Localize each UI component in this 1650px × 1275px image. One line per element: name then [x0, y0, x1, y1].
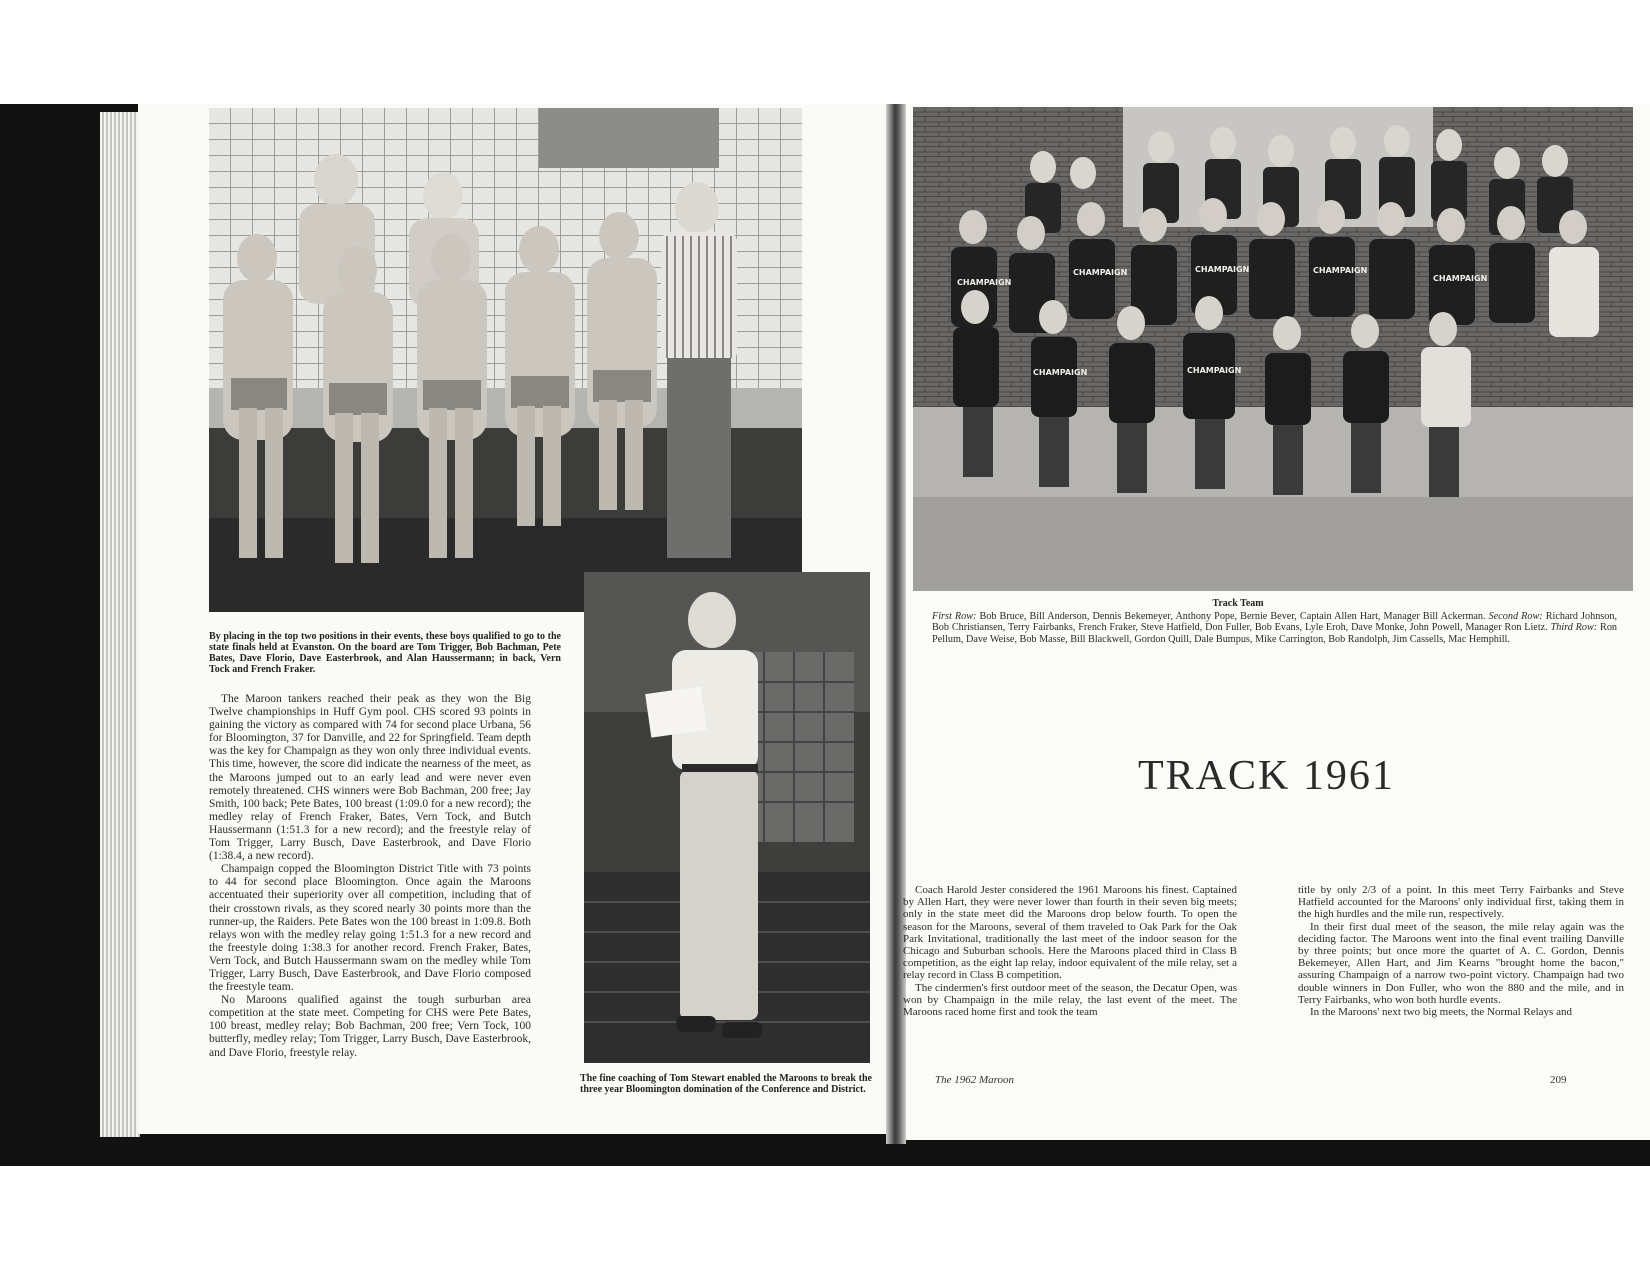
- swim-story-paragraph: No Maroons qualified against the tough surburban area competition at the state meet. Competing for CHS were Pete Bates, 100 breast, medley relay; Bob Bachman, 200 free; Vern Tock, 100 butterfly, medley relay; Tom Trigger, Larry Busch, Dave Easterbrook, and Dave Florio, freestyle relay.: [209, 994, 531, 1059]
- svg-text:CHAMPAIGN: CHAMPAIGN: [1073, 268, 1128, 277]
- page-headline: TRACK 1961: [1138, 753, 1395, 799]
- coach-photo: [584, 572, 870, 1063]
- svg-text:CHAMPAIGN: CHAMPAIGN: [1187, 366, 1242, 375]
- roster-second-row: Richard Johnson, Bob Christiansen, Terry Fairbanks, French Fraker, Steve Hatfield, Don Fuller, Bob Evans, Lyle Eroh, Dave Monke, John Powell, Manager Ron Lietz.: [932, 611, 1617, 634]
- track-story-column-1: [903, 884, 1237, 1018]
- roster-second-label: Second Row:: [1488, 611, 1543, 622]
- svg-text:CHAMPAIGN: CHAMPAIGN: [957, 278, 1012, 287]
- roster-first-row: Bob Bruce, Bill Anderson, Dennis Bekemeyer, Anthony Pope, Bernie Bever, Captain Allen Hart, Manager Bill Ackerman.: [979, 611, 1486, 622]
- track-roster: [932, 611, 1617, 645]
- track-story-paragraph: Coach Harold Jester considered the 1961 Maroons his finest. Captained by Allen Hart, they were never lower than fourth in their seven big meets; only in the state meet did the Maroons drop below fourth. To open the season for the Maroons, several of them traveled to Oak Park for the Oak Park Invitational, traditionally the last meet of the indoor season for the Chicago and Suburban schools. Here the Maroons placed third in Class B competition, as the eight lap relay, indoor equivalent of the mile relay, set a relay record in Class B competition.: [903, 884, 1237, 982]
- swim-story-paragraph: Champaign copped the Bloomington District Title with 73 points to 44 for second place Bloomington. Once again the Maroons accentuated their superiority over all competition, including that of their crosstown rivals, as they scored nearly 30 points more than the runner-up, the Raiders. Pete Bates won the 100 breast in 1:09.8. Both relays won with the medley relay going 1:51.3 for a new record and the freestyle doing 1:38.3 for another record. French Fraker, Bates, Vern Tock, and Butch Haussermann swam on the medley while Tom Trigger, Larry Busch, Dave Easterbrook, and Dave Florio composed the freestyle team.: [209, 863, 531, 994]
- swim-story-paragraph: The Maroon tankers reached their peak as they won the Big Twelve championships in Huff Gym pool. CHS scored 93 points in gaining the victory as compared with 74 for second place Urbana, 56 for Bloomington, 37 for Danville, and 22 for Springfield. Team depth was the key for Champaign as they won only three individual events. This time, however, the score did indicate the nearness of the meet, as the Maroons jumped out to an early lead and were never even remotely threatened. CHS winners were Bob Bachman, 200 free; Jay Smith, 100 back; Pete Bates, 100 breast (1:09.0 for a new record); the medley relay of French Fraker, Bates, Vern Tock, and Butch Haussermann (1:51.3 for a new record); and the freestyle relay of Tom Trigger, Larry Busch, Dave Easterbrook, and Dave Florio (1:38.4, a new record).: [209, 693, 531, 863]
- page-number: 209: [1550, 1074, 1567, 1086]
- svg-text:CHAMPAIGN: CHAMPAIGN: [1313, 266, 1368, 275]
- page-edges: [100, 112, 140, 1137]
- swim-story: [209, 693, 531, 1060]
- track-story-column-2: [1298, 884, 1624, 1018]
- swim-team-photo: [209, 108, 802, 612]
- track-team-photo: [913, 107, 1633, 591]
- coach-photo-caption: The fine coaching of Tom Stewart enabled the Maroons to break the three year Bloomington domination of the Conference and District.: [580, 1073, 872, 1095]
- roster-first-label: First Row:: [932, 611, 977, 622]
- track-photo-label: Track Team: [1212, 598, 1264, 609]
- track-story-paragraph: title by only 2/3 of a point. In this meet Terry Fairbanks and Steve Hatfield accounted for the Maroons' only individual first, taking them in the high hurdles and the mile run, respectively.: [1298, 884, 1624, 921]
- track-story-paragraph: The cindermen's first outdoor meet of the season, the Decatur Open, was won by Champaign in the mile relay, the last event of the meet. The Maroons raced home first and took the team: [903, 981, 1237, 1019]
- roster-third-label: Third Row:: [1550, 622, 1598, 634]
- svg-text:CHAMPAIGN: CHAMPAIGN: [1195, 265, 1250, 274]
- track-story-paragraph: In their first dual meet of the season, the mile relay again was the deciding factor. The Maroons went into the final event trailing Danville by three points; but once more the quartet of A. C. Gordon, Dennis Bekemeyer, Allen Hart, and Jim Kearns "brought home the bacon," assuring Champaign of a narrow two-point victory. Champaign had two double winners in Don Fuller, who won the 880 and the mile, and in Terry Fairbanks, who won both hurdle events.: [1298, 920, 1624, 1006]
- roster-third-row: Ron Pellum, Dave Weise, Bob Masse, Bill Blackwell, Gordon Quill, Dale Bumpus, Mike Carrington, Bob Randolph, Jim Cassells, Mac Hemphill.: [932, 622, 1618, 645]
- svg-text:CHAMPAIGN: CHAMPAIGN: [1433, 274, 1488, 283]
- publication-footer: The 1962 Maroon: [935, 1074, 1015, 1086]
- track-story-paragraph: In the Maroons' next two big meets, the Normal Relays and: [1310, 1006, 1572, 1019]
- svg-text:CHAMPAIGN: CHAMPAIGN: [1033, 368, 1088, 377]
- swim-photo-caption: By placing in the top two positions in their events, these boys qualified to go to the state finals held at Evanston. On the board are Tom Trigger, Bob Bachman, Pete Bates, Dave Florio, Dave Easterbrook, and Alan Haussermann; in back, Vern Tock and French Fraker.: [209, 631, 561, 675]
